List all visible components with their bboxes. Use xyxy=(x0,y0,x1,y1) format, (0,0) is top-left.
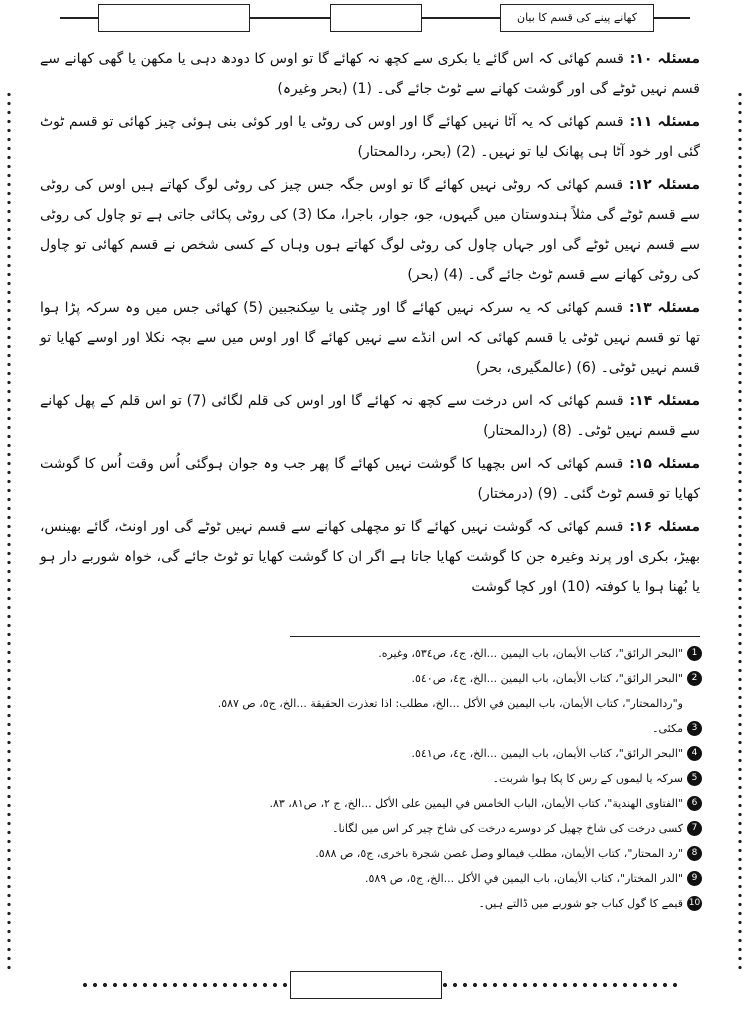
masala-label: مسئلہ ۱۰: xyxy=(629,51,700,67)
footnote-text: قیمے کا گول کباب جو شوربے میں ڈالتے ہیں۔ xyxy=(478,897,683,910)
page-header xyxy=(60,4,690,32)
footnote-number: 5 xyxy=(687,771,702,786)
masala-label: مسئلہ ۱۲: xyxy=(629,177,700,193)
footnote-3 xyxy=(40,716,702,741)
footnote-text: مکئی۔ xyxy=(652,722,683,735)
footnote-number: 6 xyxy=(687,796,702,811)
footer-box xyxy=(290,971,442,999)
header-box-left xyxy=(98,4,250,32)
masala-12 xyxy=(40,170,700,290)
masala-text: قسم کھائی کہ یہ سرکہ نہیں کھائے گا اور چٹنی یا سِکنجبین (5) کھائی جس میں وہ سرکہ پڑا ہوا تھا تو قسم نہیں ٹوٹی یا قسم کھائی کہ اس انڈے سے نہیں کھائے گا اور اوس میں سے بچہ نکلا اور اوسے کھایا تو قسم نہیں ٹوٹی۔ (6) (عالمگیری، بحر) xyxy=(40,300,700,376)
footnote-text: "الدر المختار"، كتاب الأيمان، باب اليمين في الأكل ...الخ، ج٥، ص ٥٨٩. xyxy=(365,872,683,885)
footnote-divider xyxy=(290,636,700,637)
main-text xyxy=(40,44,700,605)
masala-13 xyxy=(40,293,700,383)
masala-label: مسئلہ ۱۵: xyxy=(629,456,701,472)
masala-label: مسئلہ ۱۳: xyxy=(629,300,700,316)
masala-text: قسم کھائی کہ روٹی نہیں کھائے گا تو اوس جگہ جس چیز کی روٹی لوگ کھاتے ہیں اوس کی روٹی سے قسم ٹوٹے گی مثلاً ہندوستان میں گیہوں، جو، جوار، باجرا، مکا (3) کی روٹی پکائی جاتی ہے تو چاول کی روٹی سے قسم نہیں ٹوٹے گی اور جہاں چاول کی روٹی لوگ کھاتے ہوں وہاں کے کسی شخص نے قسم کھائی تو چاول کی روٹی کھانے سے قسم ٹوٹ جائے گی۔ (4) (بحر) xyxy=(40,177,700,283)
header-box-middle xyxy=(330,4,422,32)
footnote-8 xyxy=(40,841,702,866)
masala-16 xyxy=(40,512,700,602)
footnote-2-continued xyxy=(40,691,702,716)
left-border-chain xyxy=(6,90,12,973)
masala-11 xyxy=(40,107,700,167)
masala-label: مسئلہ ۱۴: xyxy=(629,393,700,409)
footnote-text: و"ردالمحتار"، كتاب الأيمان، باب اليمين في الأكل ...الخ، مطلب: اذا تعذرت الحقيقة ...الخ، ج٥، ص ٥٨٧. xyxy=(217,697,683,710)
footnote-number: 9 xyxy=(687,871,702,886)
masala-15 xyxy=(40,449,700,509)
footnote-9 xyxy=(40,866,702,891)
masala-text: قسم کھائی کہ اس درخت سے کچھ نہ کھائے گا اور اوس کی قلم لگائی (7) تو اس قلم کے پھل کھانے سے قسم نہیں ٹوٹی۔ (8) (ردالمحتار) xyxy=(40,393,700,439)
page-footer xyxy=(80,970,680,1000)
footnote-text: سرکہ یا لیموں کے رس کا پکا ہوا شربت۔ xyxy=(492,772,683,785)
footnote-text: "البحر الرائق"، كتاب الأيمان، باب اليمين ...الخ، ج٤، ص٥٣٤، وغيره. xyxy=(378,647,683,660)
chapter-title: کھانے پینے کی قسم کا بیان xyxy=(500,4,654,32)
masala-text: قسم کھائی کہ گوشت نہیں کھائے گا تو مچھلی کھانے سے قسم نہیں ٹوٹے گی اور اونٹ، گائے بھینس، بھیڑ، بکری اور پرند وغیرہ جن کا گوشت کھایا جاتا ہے اگر ان کا گوشت کھایا تو ٹوٹ جائے گی، خواہ شوربے دار ہو یا بُھنا ہوا یا کوفتہ (10) اور کچا گوشت xyxy=(40,519,700,595)
masala-text: قسم کھائی کہ یہ آٹا نہیں کھائے گا اور اوس کی روٹی یا اور کوئی بنی ہوئی چیز کھائی تو قسم ٹوٹ گئی اور خود آٹا ہی پھانک لیا تو نہیں۔ (2) (بحر، ردالمحتار) xyxy=(40,114,700,160)
masala-label: مسئلہ ۱۱: xyxy=(629,114,700,130)
masala-10 xyxy=(40,44,700,104)
footnote-text: کسی درخت کی شاخ چھیل کر دوسرے درخت کی شاخ چیر کر اس میں لگانا۔ xyxy=(332,822,683,835)
footnote-number: 3 xyxy=(687,721,702,736)
masala-text: قسم کھائی کہ اس بچھیا کا گوشت نہیں کھائے گا پھر جب وہ جوان ہوگئی اُس وقت اُس کا گوشت کھایا تو قسم ٹوٹ گئی۔ (9) (درمختار) xyxy=(40,456,700,502)
footnote-text: "البحر الرائق"، كتاب الأيمان، باب اليمين ...الخ، ج٤، ص٥٤١. xyxy=(411,747,683,760)
footnote-text: "الفتاوى الهندية"، كتاب الأيمان، الباب الخامس في اليمين على الأكل ...الخ، ج ٢، ص٨١، ٨٣. xyxy=(269,797,683,810)
footnote-4 xyxy=(40,741,702,766)
footnote-text: "رد المحتار"، كتاب الأيمان، مطلب فيمالو وصل غصن شجرة باخرى، ج٥، ص ٥٨٨. xyxy=(315,847,683,860)
footnotes xyxy=(40,641,702,916)
footnote-number: 2 xyxy=(687,671,702,686)
right-border-chain xyxy=(737,90,743,973)
footnote-number: 8 xyxy=(687,846,702,861)
footnote-7 xyxy=(40,816,702,841)
footnote-number: 10 xyxy=(687,896,702,911)
footnote-number: 1 xyxy=(687,646,702,661)
footnote-1 xyxy=(40,641,702,666)
footnote-number: 4 xyxy=(687,746,702,761)
footnote-6 xyxy=(40,791,702,816)
footnote-text: "البحر الرائق"، كتاب الأيمان، باب اليمين ...الخ، ج٤، ص٥٤٠. xyxy=(411,672,683,685)
footnote-10 xyxy=(40,891,702,916)
footnote-2 xyxy=(40,666,702,691)
masala-label: مسئلہ ۱۶: xyxy=(629,519,700,535)
masala-text: قسم کھائی کہ اس گائے یا بکری سے کچھ نہ کھائے گا تو اوس کا دودھ دہی یا مکھن یا گھی کھانے سے قسم نہیں ٹوٹے گی اور گوشت کھانے سے ٹوٹ جائے گی۔ (1) (بحر وغیرہ) xyxy=(40,51,700,97)
footnote-5 xyxy=(40,766,702,791)
footnote-number: 7 xyxy=(687,821,702,836)
masala-14 xyxy=(40,386,700,446)
